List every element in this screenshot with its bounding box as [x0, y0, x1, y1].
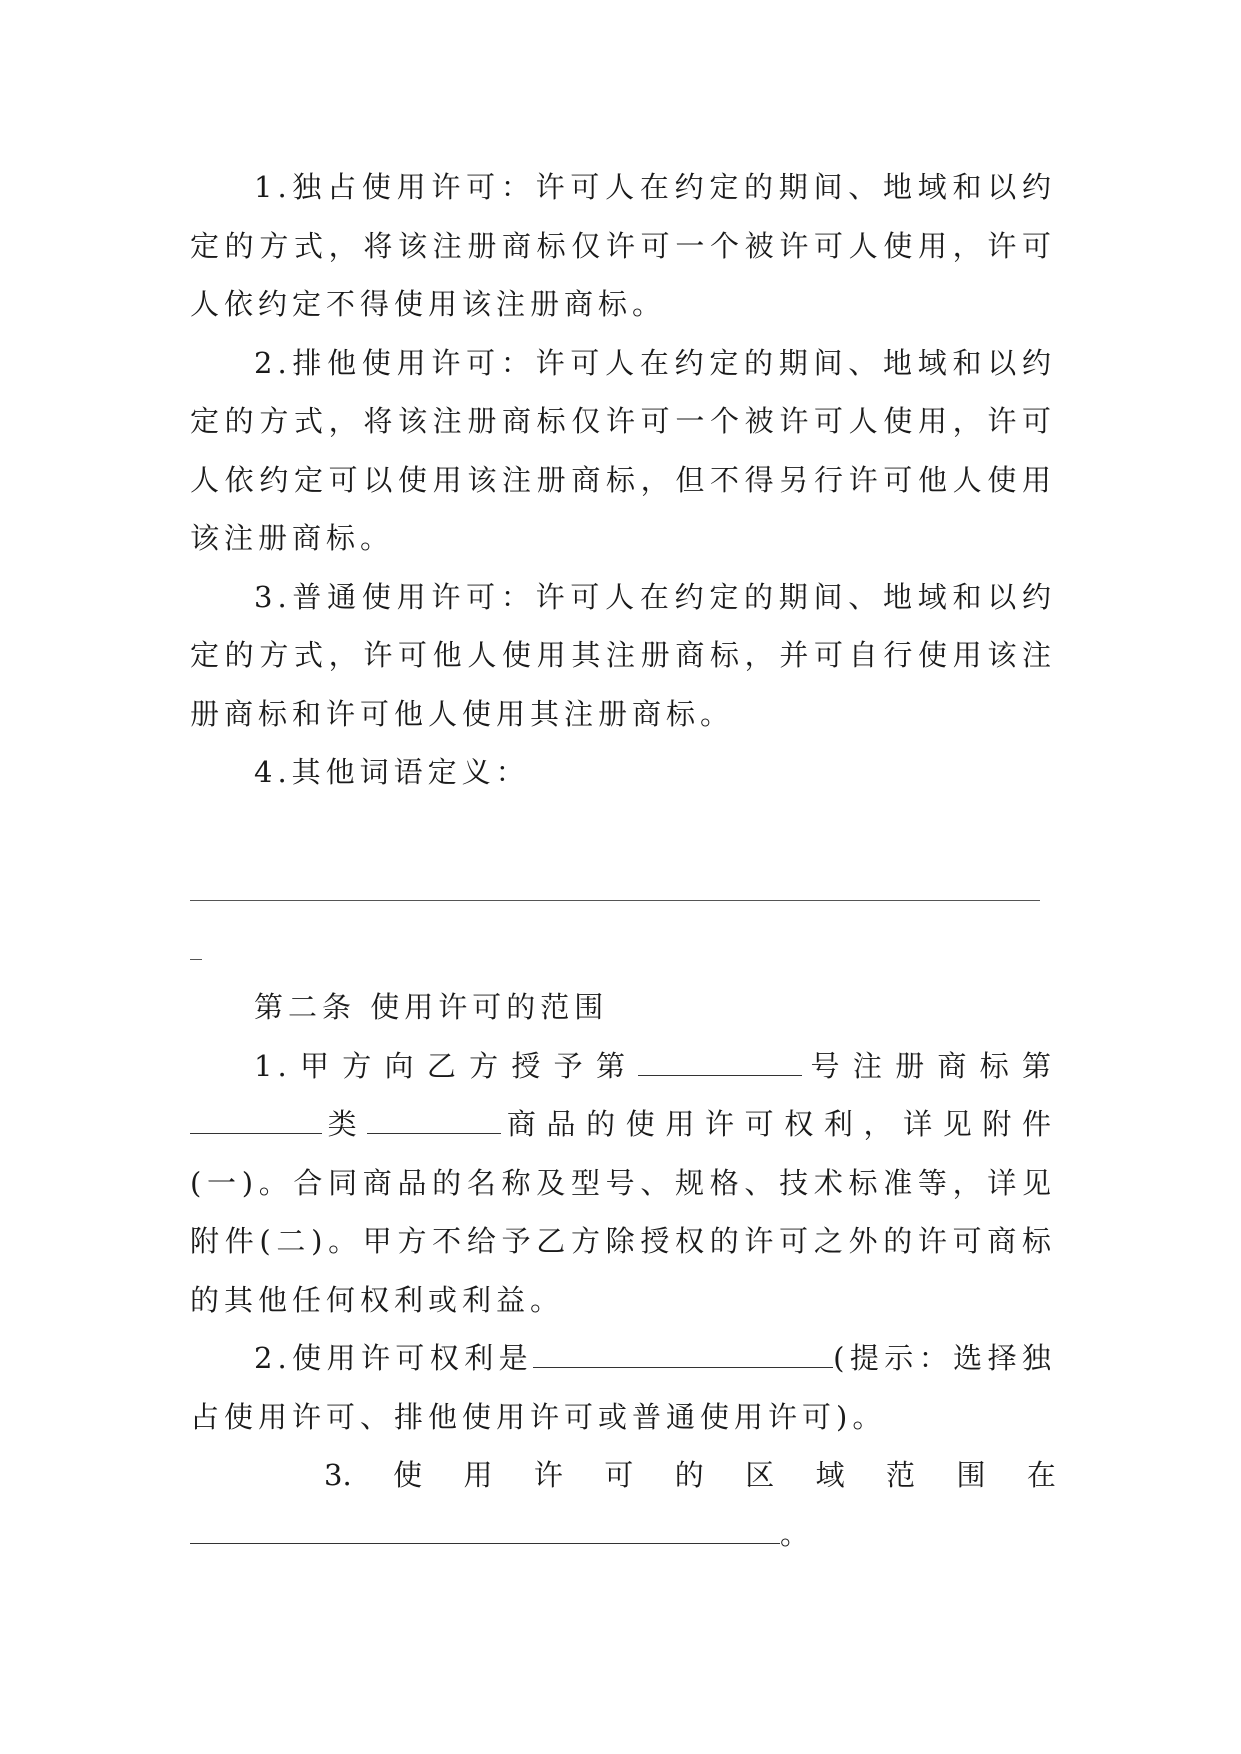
- char: 的: [674, 1458, 704, 1492]
- fill-in-line-tail: [190, 959, 202, 960]
- char: 围: [956, 1458, 986, 1492]
- goods-blank: [367, 1109, 501, 1134]
- text-segment: 2.使用许可权利是: [254, 1341, 534, 1375]
- char: 可: [604, 1458, 634, 1492]
- paragraph-grant-scope: [190, 1037, 1056, 1330]
- char: 许: [533, 1458, 563, 1492]
- char: 用: [463, 1458, 493, 1492]
- region-blank: [190, 1519, 780, 1544]
- char: 3.: [324, 1458, 352, 1492]
- fill-in-line: [190, 900, 1040, 901]
- char: 域: [815, 1458, 845, 1492]
- char: 范: [886, 1458, 916, 1492]
- paragraph-exclusive-license: 1.独占使用许可：许可人在约定的期间、地域和以约定的方式，将该注册商标仅许可一个被许可人使用，许可人依约定不得使用该注册商标。: [190, 170, 1056, 321]
- paragraph-license-type: [190, 1329, 1056, 1446]
- text-segment: 1.甲方向乙方授予第: [254, 1048, 639, 1083]
- text-segment: (提示：选择独占使用许可、排他使用许可或普通使用许可)。: [190, 1341, 1056, 1434]
- trademark-number-blank: [638, 1051, 802, 1076]
- license-type-blank: [533, 1343, 833, 1368]
- region-fill-line: [190, 1505, 1056, 1564]
- article-2-title: 第二条 使用许可的范围: [254, 990, 609, 1024]
- char: 区: [745, 1458, 775, 1492]
- char: 在: [1026, 1458, 1056, 1492]
- text-segment: 类: [322, 1107, 368, 1141]
- char: 使: [393, 1458, 423, 1492]
- blank-space: [190, 802, 1056, 861]
- document-page: [190, 158, 1056, 1563]
- paragraph-ordinary-license: 3.普通使用许可：许可人在约定的期间、地域和以约定的方式，许可他人使用其注册商标，并可自行使用该注册商标和许可他人使用其注册商标。: [190, 579, 1056, 731]
- class-number-blank: [190, 1109, 322, 1134]
- text-segment: 。: [780, 1516, 815, 1551]
- paragraph-region-scope: [190, 1446, 1056, 1505]
- text-segment: 商品的使用许可权利，详见附件(一)。合同商品的名称及型号、规格、技术标准等，详见附件(二)。甲方不给予乙方除授权的许可之外的许可商标的其他任何权利或利益。: [190, 1107, 1056, 1317]
- text-segment: 号注册商标第: [802, 1048, 1056, 1083]
- paragraph-sole-license: 2.排他使用许可：许可人在约定的期间、地域和以约定的方式，将该注册商标仅许可一个被许可人使用，许可人依约定可以使用该注册商标，但不得另行许可他人使用该注册商标。: [190, 345, 1056, 555]
- paragraph-other-definitions: 4.其他词语定义：: [254, 755, 530, 789]
